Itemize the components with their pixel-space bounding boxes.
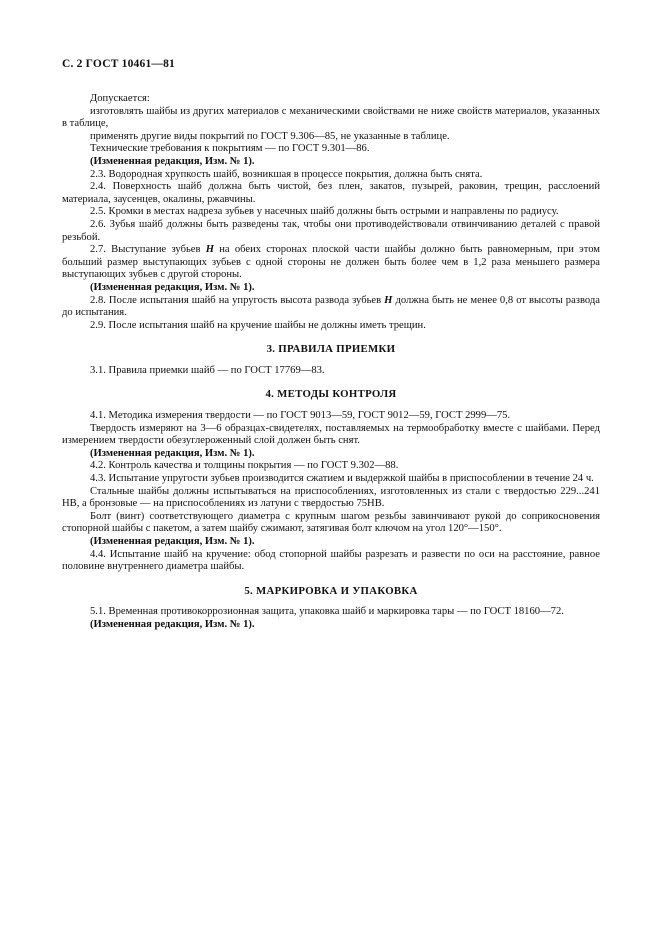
paragraph: Твердость измеряют на 3—6 образцах-свидетелях, поставляемых на термообработку вместе с шайбами. Перед измерением твердости обезуглероженный слой должен быть снят. [62,422,600,447]
paragraph: Технические требования к покрытиям — по ГОСТ 9.301—86. [90,143,370,155]
paragraph: изготовлять шайбы из других материалов с механическими свойствами не ниже свойств материалов, указанных в таблице, [62,105,600,130]
paragraph: 2.5. Кромки в местах надреза зубьев у насечных шайб должны быть острыми и направлены по радиусу. [90,206,559,218]
paragraph [62,244,600,282]
revision-note: (Измененная редакция, Изм. № 1). [90,536,255,547]
paragraph: 4.4. Испытание шайб на кручение: обод стопорной шайбы разрезать и развести по оси на расстояние, равное половине внутреннего диаметра шайбы. [62,548,600,573]
paragraph: Допускается: [90,93,150,104]
paragraph: 2.3. Водородная хрупкость шайб, возникшая в процессе покрытия, должна быть снята. [90,168,483,180]
revision-note: (Измененная редакция, Изм. № 1). [90,155,255,167]
document-body [62,93,600,632]
text-part: на обеих сторонах плоской части шайбы должно быть равномерным, при этом больший размер выступающих зубьев с одной стороны не должен быть более чем в 1,2 раза меньшего размера выступающих зубьев с другой стороны. [62,244,601,281]
section-heading: 3. ПРАВИЛА ПРИЕМКИ [266,343,396,356]
paragraph [62,295,600,320]
page-header: С. 2 ГОСТ 10461—81 [62,58,175,70]
section-heading: 4. МЕТОДЫ КОНТРОЛЯ [265,388,397,401]
revision-note: (Измененная редакция, Изм. № 1). [90,447,255,459]
paragraph: 3.1. Правила приемки шайб — по ГОСТ 17769—83. [90,364,325,376]
text-part: должна быть не менее 0,8 от высоты развода до испытания. [62,294,600,319]
paragraph: 4.3. Испытание упругости зубьев производится сжатием и выдержкой шайбы в приспособлении в течение 24 ч. [90,473,594,485]
paragraph: 4.2. Контроль качества и толщины покрытия — по ГОСТ 9.302—88. [90,460,399,472]
paragraph: 2.6. Зубья шайб должны быть разведены так, чтобы они противодействовали отвинчиванию деталей с правой резьбой. [62,218,600,243]
paragraph: применять другие виды покрытий по ГОСТ 9.306—85, не указанные в таблице. [90,130,450,142]
text-part: 2.8. После испытания шайб на упругость высота развода зубьев [90,294,385,306]
paragraph: Стальные шайбы должны испытываться на приспособлениях, изготовленных из стали с твердостью 229...241 НВ, а бронзовые — на приспособлениях из латуни с твердостью 75НВ. [62,485,600,510]
paragraph: 5.1. Временная противокоррозионная защита, упаковка шайб и маркировка тары — по ГОСТ 18160—72. [90,606,564,618]
paragraph: 2.4. Поверхность шайб должна быть чистой, без плен, закатов, пузырей, раковин, трещин, расслоений материала, заусенцев, окалины, ржавчины. [62,181,600,205]
symbol-h: H [384,294,393,306]
text-part: 2.7. Выступание зубьев [90,244,206,256]
section-heading: 5. МАРКИРОВКА И УПАКОВКА [244,584,418,597]
symbol-h: H [205,244,214,256]
paragraph: 4.1. Методика измерения твердости — по ГОСТ 9013—59, ГОСТ 9012—59, ГОСТ 2999—75. [90,410,511,422]
paragraph: 2.9. После испытания шайб на кручение шайбы не должны иметь трещин. [90,319,426,331]
revision-note: (Измененная редакция, Изм. № 1). [90,618,255,630]
revision-note: (Измененная редакция, Изм. № 1). [90,281,255,293]
paragraph: Болт (винт) соответствующего диаметра с крупным шагом резьбы завинчивают рукой до соприкосновения стопорной шайбы с пакетом, а затем шайбу сжимают, затягивая болт ключом на угол 120°—150°. [62,510,600,535]
